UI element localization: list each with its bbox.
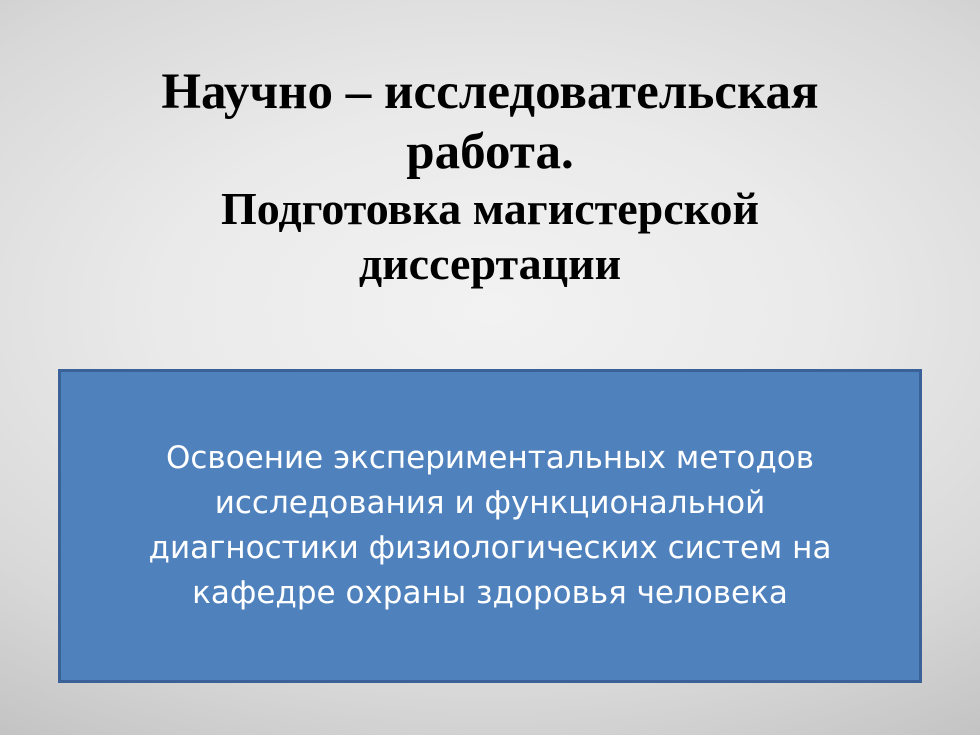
body-line-2: исследования и функциональной bbox=[214, 484, 766, 521]
body-line-1: Освоение экспериментальных методов bbox=[165, 439, 814, 476]
slide-body-text bbox=[78, 436, 902, 617]
title-line-3: Подготовка магистерской bbox=[220, 183, 760, 235]
body-line-3: диагностики физиологических систем на bbox=[148, 530, 832, 566]
slide-body-box bbox=[58, 369, 922, 683]
slide-title bbox=[60, 62, 920, 291]
title-line-1: Научно – исследовательская bbox=[161, 64, 819, 120]
title-line-4: диссертации bbox=[358, 237, 622, 289]
title-line-2: работа. bbox=[406, 124, 574, 181]
body-line-4: кафедре охраны здоровья человека bbox=[192, 575, 788, 612]
